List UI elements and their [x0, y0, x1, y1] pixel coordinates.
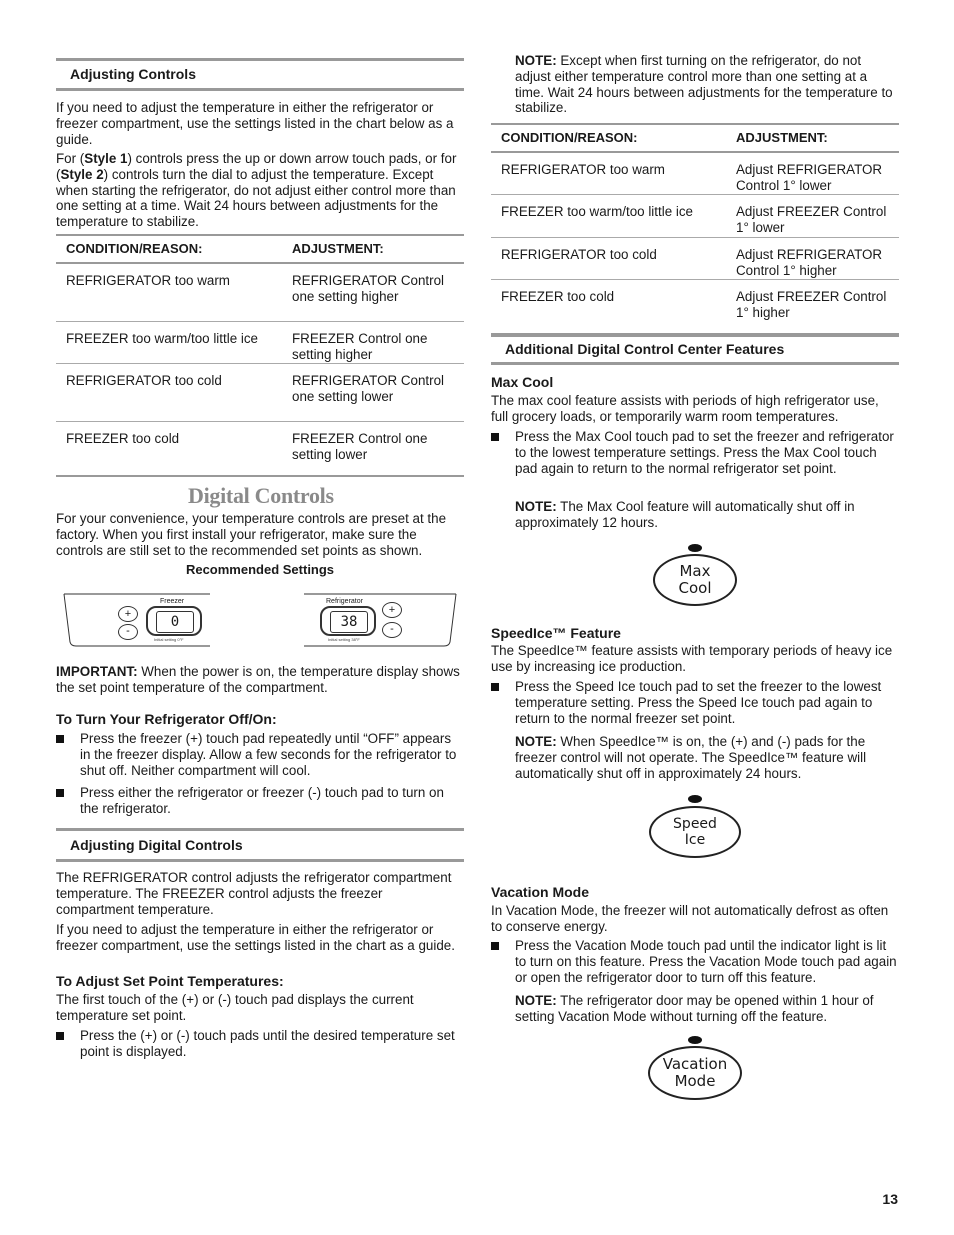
list-item: Press the Max Cool touch pad to set the freezer and refrigerator to the lowest temperature settings. Press the Max Cool touch pad again to return to the normal refrigerator set point.	[491, 429, 899, 476]
vacation-mode-note: NOTE: The refrigerator door may be opened within 1 hour of setting Vacation Mode without turning off the feature.	[515, 993, 874, 1024]
adjustment-table-right	[491, 123, 899, 337]
list-item: Press either the refrigerator or freezer (-) touch pad to turn on the refrigerator.	[56, 785, 464, 817]
table-cell-adjustment: FREEZER Control one setting higher	[292, 331, 428, 362]
table-cell-adjustment: Adjust REFRIGERATOR Control 1° higher	[736, 247, 883, 278]
freezer-initial-setting: Initial setting 0°F	[154, 637, 184, 642]
table-row	[56, 422, 464, 477]
list-item: Press the Speed Ice touch pad to set the freezer to the lowest temperature setting. Press the Speed Ice touch pad again to return to the normal freezer set point.	[491, 679, 899, 726]
bullet-square-icon	[56, 1032, 64, 1040]
freezer-label: Freezer	[160, 598, 185, 605]
table-row	[491, 195, 899, 238]
bullet-square-icon	[491, 683, 499, 691]
adjusting-controls-paragraph-1: If you need to adjust the temperature in either the refrigerator or freezer compartment, use the settings listed in the chart below as a guide.	[56, 100, 454, 147]
list-item: Press the Vacation Mode touch pad until the indicator light is lit to turn on this feature. Press the Vacation Mode touch pad again or open the refrigerator door to turn off this feature.	[491, 938, 899, 985]
max-cool-heading: Max Cool	[491, 374, 554, 390]
adjusting-digital-paragraph-1: The REFRIGERATOR control adjusts the refrigerator compartment temperature. The FREEZER control adjusts the freezer compartment temperature.	[56, 870, 452, 917]
freezer-minus-button[interactable]: -	[118, 624, 138, 640]
table-cell-adjustment: Adjust FREEZER Control 1° lower	[736, 204, 887, 235]
column-header-condition: CONDITION/REASON:	[66, 241, 203, 257]
digital-controls-intro: For your convenience, your temperature controls are preset at the factory. When you first install your refrigerator, make sure the controls are still set to the recommended set points as shown.	[56, 511, 447, 558]
vacation-mode-paragraph: In Vacation Mode, the freezer will not automatically defrost as often to conserve energy.	[491, 903, 889, 934]
vacation-mode-indicator-icon	[688, 1036, 702, 1044]
set-point-paragraph: The first touch of the (+) or (-) touch pad displays the current temperature set point.	[56, 992, 414, 1023]
table-cell-condition: REFRIGERATOR too warm	[501, 162, 665, 177]
max-cool-note: NOTE: The Max Cool feature will automatically shut off in approximately 12 hours.	[515, 499, 855, 530]
list-item: Press the (+) or (-) touch pads until the desired temperature set point is displayed.	[56, 1028, 464, 1060]
vacation-mode-touch-pad[interactable]: Vacation Mode	[648, 1046, 742, 1100]
table-row	[56, 364, 464, 422]
table-cell-condition: REFRIGERATOR too cold	[501, 247, 657, 262]
list-item: Press the freezer (+) touch pad repeatedly until “OFF” appears in the freezer display. Allow a few seconds for the refrigerator to shut off. Neither compartment will cool.	[56, 731, 464, 778]
off-on-heading: To Turn Your Refrigerator Off/On:	[56, 711, 277, 727]
table-row	[56, 322, 464, 364]
bullet-square-icon	[491, 433, 499, 441]
bullet-square-icon	[56, 789, 64, 797]
table-cell-condition: REFRIGERATOR too cold	[66, 373, 222, 388]
refrigerator-display	[320, 606, 376, 636]
freezer-control-panel	[62, 592, 212, 648]
table-cell-adjustment: Adjust REFRIGERATOR Control 1° lower	[736, 162, 883, 193]
table-header	[491, 123, 899, 153]
freezer-display	[146, 606, 202, 636]
speed-ice-touch-pad[interactable]: Speed Ice	[649, 806, 741, 858]
refrigerator-minus-button[interactable]: -	[382, 622, 402, 638]
speed-ice-note: NOTE: When SpeedIce™ is on, the (+) and (-) pads for the freezer control will not operate. The SpeedIce™ feature will automatically shut off in approximately 24 hours.	[515, 734, 867, 781]
refrigerator-initial-setting: Initial setting 38°F	[328, 637, 360, 642]
speed-ice-indicator-icon	[688, 795, 702, 803]
set-point-heading: To Adjust Set Point Temperatures:	[56, 973, 284, 989]
refrigerator-label: Refrigerator	[326, 598, 363, 605]
bullet-square-icon	[56, 735, 64, 743]
note-paragraph: NOTE: Except when first turning on the refrigerator, do not adjust either temperature control more than one setting at a time. Wait 24 hours between adjustments for the temperature to stabilize.	[515, 53, 893, 116]
adjusting-controls-paragraph-2: For (Style 1) controls press the up or down arrow touch pads, or for (Style 2) controls turn the dial to adjust the temperature. Except when starting the refrigerator, do not adjust either control more than one setting at a time. Wait 24 hours between adjustments for the temperature to stabilize.	[56, 151, 457, 230]
refrigerator-control-panel	[302, 592, 458, 648]
important-paragraph: IMPORTANT: When the power is on, the temperature display shows the set point temperature of the compartment.	[56, 664, 460, 695]
table-cell-adjustment: FREEZER Control one setting lower	[292, 431, 428, 462]
adjustment-table-left	[56, 234, 464, 477]
section-heading-additional-features: Additional Digital Control Center Features	[491, 333, 899, 365]
table-row	[491, 280, 899, 337]
table-cell-adjustment: REFRIGERATOR Control one setting higher	[292, 273, 445, 304]
table-row	[491, 153, 899, 195]
column-header-condition: CONDITION/REASON:	[501, 130, 638, 146]
column-header-adjustment: ADJUSTMENT:	[292, 241, 384, 257]
freezer-temperature-readout: 0	[156, 611, 194, 633]
table-cell-adjustment: REFRIGERATOR Control one setting lower	[292, 373, 445, 404]
vacation-mode-heading: Vacation Mode	[491, 884, 590, 900]
column-header-adjustment: ADJUSTMENT:	[736, 130, 828, 146]
max-cool-touch-pad[interactable]: Max Cool	[653, 554, 737, 606]
table-row	[56, 264, 464, 322]
table-row	[491, 238, 899, 280]
table-header	[56, 234, 464, 264]
section-heading-adjusting-digital-controls: Adjusting Digital Controls	[56, 828, 464, 862]
freezer-plus-button[interactable]: +	[118, 606, 138, 622]
max-cool-indicator-icon	[688, 544, 702, 552]
refrigerator-plus-button[interactable]: +	[382, 602, 402, 618]
adjusting-digital-paragraph-2: If you need to adjust the temperature in either the refrigerator or freezer compartment, use the settings listed in the chart as a guide.	[56, 922, 455, 953]
bullet-square-icon	[491, 942, 499, 950]
table-cell-condition: FREEZER too warm/too little ice	[66, 331, 258, 346]
max-cool-paragraph: The max cool feature assists with periods of high refrigerator use, full grocery loads, or temporarily warm room temperatures.	[491, 393, 879, 424]
table-cell-condition: FREEZER too warm/too little ice	[501, 204, 693, 219]
table-cell-condition: FREEZER too cold	[66, 431, 180, 446]
section-heading-adjusting-controls: Adjusting Controls	[56, 58, 464, 91]
table-cell-condition: REFRIGERATOR too warm	[66, 273, 230, 288]
table-cell-condition: FREEZER too cold	[501, 289, 615, 304]
page-number: 13	[882, 1191, 898, 1207]
page-title-digital-controls: Digital Controls	[188, 483, 334, 508]
recommended-settings-caption: Recommended Settings	[185, 562, 335, 577]
table-cell-adjustment: Adjust FREEZER Control 1° higher	[736, 289, 887, 320]
speed-ice-heading: SpeedIce™ Feature	[491, 625, 621, 641]
speed-ice-paragraph: The SpeedIce™ feature assists with temporary periods of heavy ice use by increasing ice production.	[491, 643, 893, 674]
refrigerator-temperature-readout: 38	[330, 611, 368, 633]
